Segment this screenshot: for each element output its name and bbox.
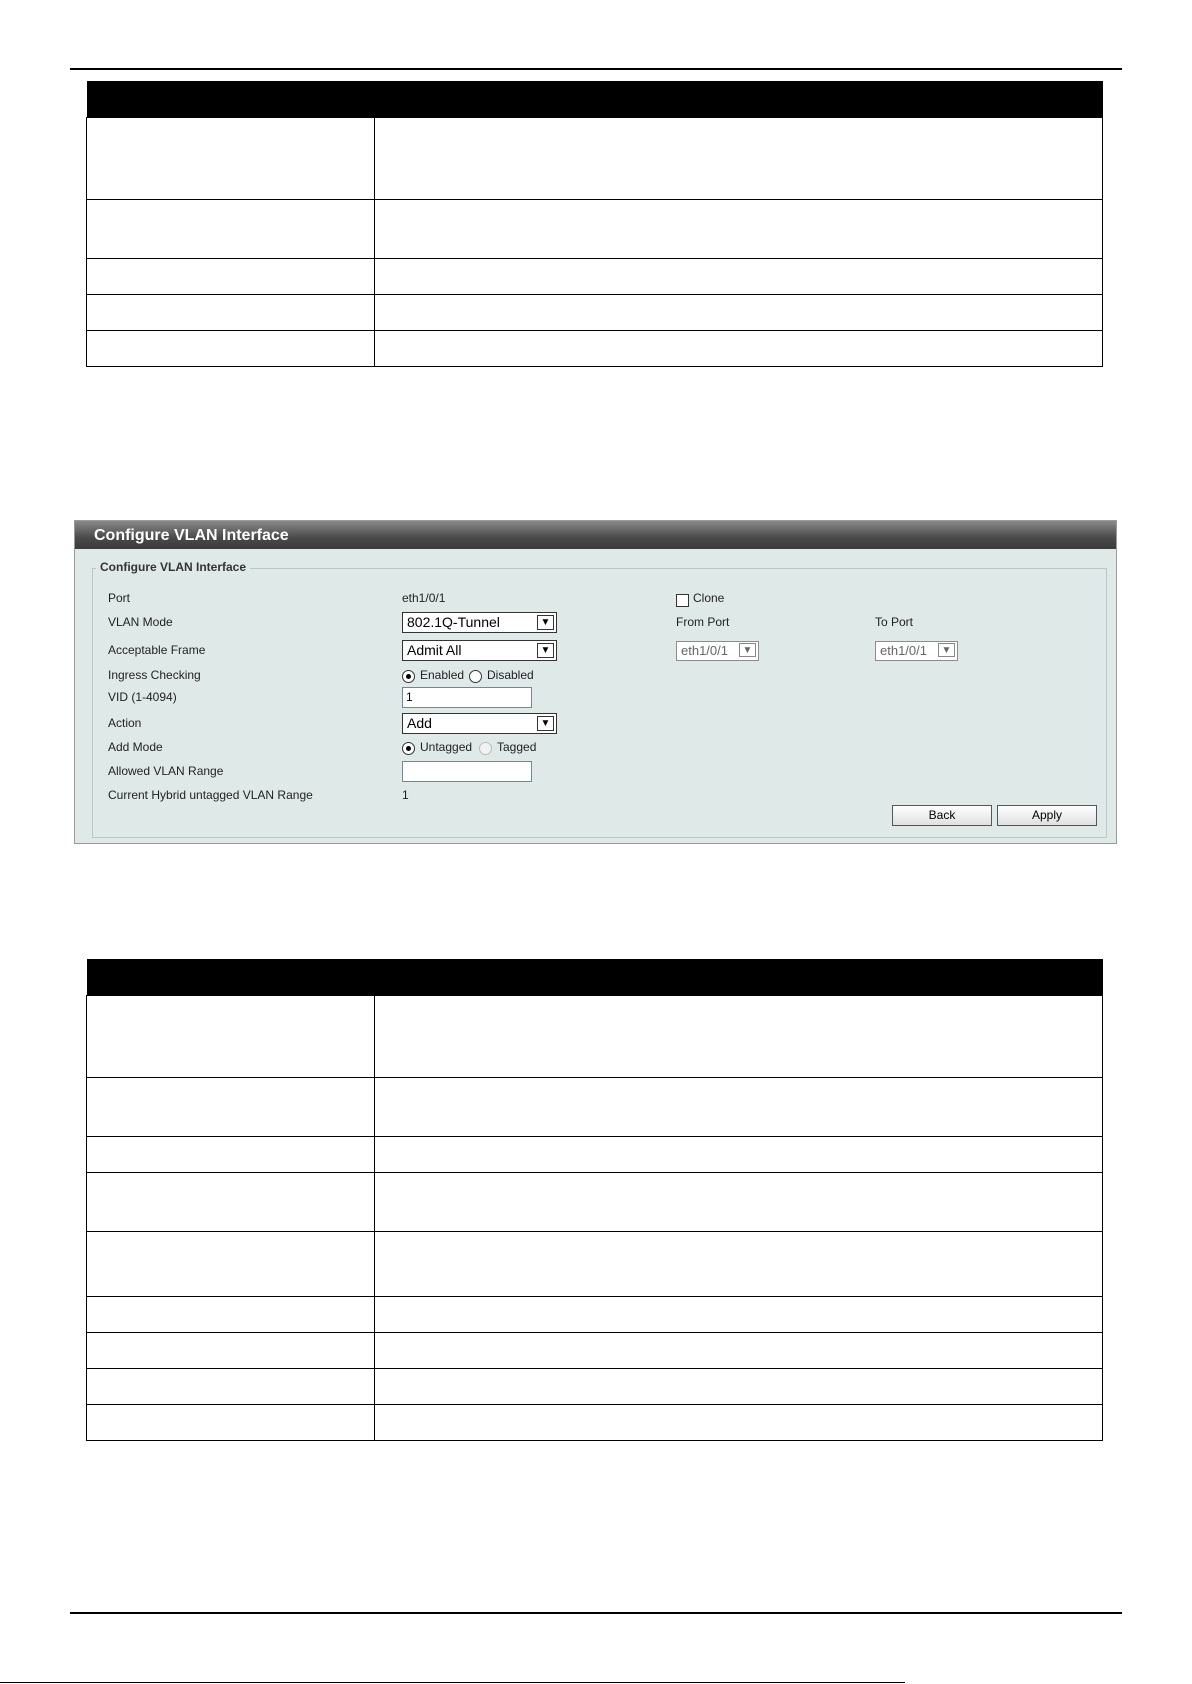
- table-row: [87, 258, 1103, 294]
- ingress-disabled-radio[interactable]: [469, 670, 482, 683]
- acceptable-frame-select[interactable]: [402, 640, 557, 661]
- from-port-value: eth1/0/1: [681, 643, 728, 658]
- table-header: [375, 81, 1103, 117]
- back-button[interactable]: Back: [892, 805, 992, 826]
- from-port-select[interactable]: [676, 641, 759, 661]
- table-row: [87, 1332, 1103, 1368]
- vlan-mode-select[interactable]: [402, 612, 557, 633]
- chevron-down-icon: ▼: [938, 643, 955, 657]
- table-row: [87, 330, 1103, 366]
- table-row: [87, 1136, 1103, 1172]
- table-row: [87, 1172, 1103, 1231]
- table-row: [87, 1231, 1103, 1296]
- table-row: [87, 1077, 1103, 1136]
- header-rule: [70, 68, 1122, 70]
- acceptable-frame-label: Acceptable Frame: [108, 643, 206, 657]
- table-header: [375, 959, 1103, 995]
- ingress-checking-label: Ingress Checking: [108, 668, 201, 682]
- from-port-label: From Port: [676, 615, 730, 629]
- footer-rule: [70, 1612, 1122, 1614]
- table-row: [87, 1368, 1103, 1404]
- action-select[interactable]: [402, 713, 557, 734]
- allowed-vlan-range-input[interactable]: [402, 761, 532, 782]
- table-row: [87, 995, 1103, 1077]
- vid-input[interactable]: [402, 687, 532, 708]
- chevron-down-icon: ▼: [537, 615, 554, 630]
- fieldset-legend: Configure VLAN Interface: [96, 560, 250, 574]
- add-mode-label: Add Mode: [108, 740, 163, 754]
- chevron-down-icon: ▼: [537, 716, 554, 731]
- table-row: [87, 1296, 1103, 1332]
- to-port-value: eth1/0/1: [880, 643, 927, 658]
- clone-label: Clone: [693, 591, 725, 605]
- current-hybrid-value: 1: [402, 788, 409, 802]
- to-port-select[interactable]: [875, 641, 958, 661]
- clone-checkbox[interactable]: [676, 594, 689, 607]
- current-hybrid-label: Current Hybrid untagged VLAN Range: [108, 788, 313, 802]
- vlan-mode-value: 802.1Q-Tunnel: [407, 614, 500, 630]
- ingress-enabled-radio[interactable]: [402, 670, 415, 683]
- panel-title: Configure VLAN Interface: [75, 521, 1116, 549]
- table-header: [87, 959, 375, 995]
- vlan-mode-label: VLAN Mode: [108, 615, 173, 629]
- ingress-enabled-label: Enabled: [420, 668, 465, 682]
- apply-button[interactable]: Apply: [997, 805, 1097, 826]
- allowed-vlan-range-label: Allowed VLAN Range: [108, 764, 224, 778]
- parameter-table-top: [86, 81, 1103, 367]
- table-row: [87, 117, 1103, 199]
- add-mode-untagged-radio[interactable]: [402, 742, 415, 755]
- add-mode-tagged-radio[interactable]: [479, 742, 492, 755]
- chevron-down-icon: ▼: [537, 643, 554, 658]
- action-label: Action: [108, 716, 142, 730]
- table-header: [87, 81, 375, 117]
- table-row: [87, 1404, 1103, 1440]
- table-row: [87, 199, 1103, 258]
- ingress-disabled-label: Disabled: [487, 668, 534, 682]
- configure-vlan-interface-fieldset: [92, 560, 1107, 838]
- add-mode-tagged-label: Tagged: [497, 740, 537, 754]
- footer-underline: [0, 1682, 905, 1683]
- table-row: [87, 294, 1103, 330]
- port-value: eth1/0/1: [402, 591, 446, 605]
- chevron-down-icon: ▼: [739, 643, 756, 657]
- vid-label: VID (1-4094): [108, 690, 177, 704]
- vid-input-value: 1: [406, 690, 413, 704]
- parameter-table-bottom: [86, 959, 1103, 1441]
- action-value: Add: [407, 715, 432, 731]
- add-mode-untagged-label: Untagged: [420, 740, 473, 754]
- to-port-label: To Port: [875, 615, 914, 629]
- port-label: Port: [108, 591, 131, 605]
- configure-vlan-interface-panel: [74, 520, 1117, 844]
- acceptable-frame-value: Admit All: [407, 642, 462, 658]
